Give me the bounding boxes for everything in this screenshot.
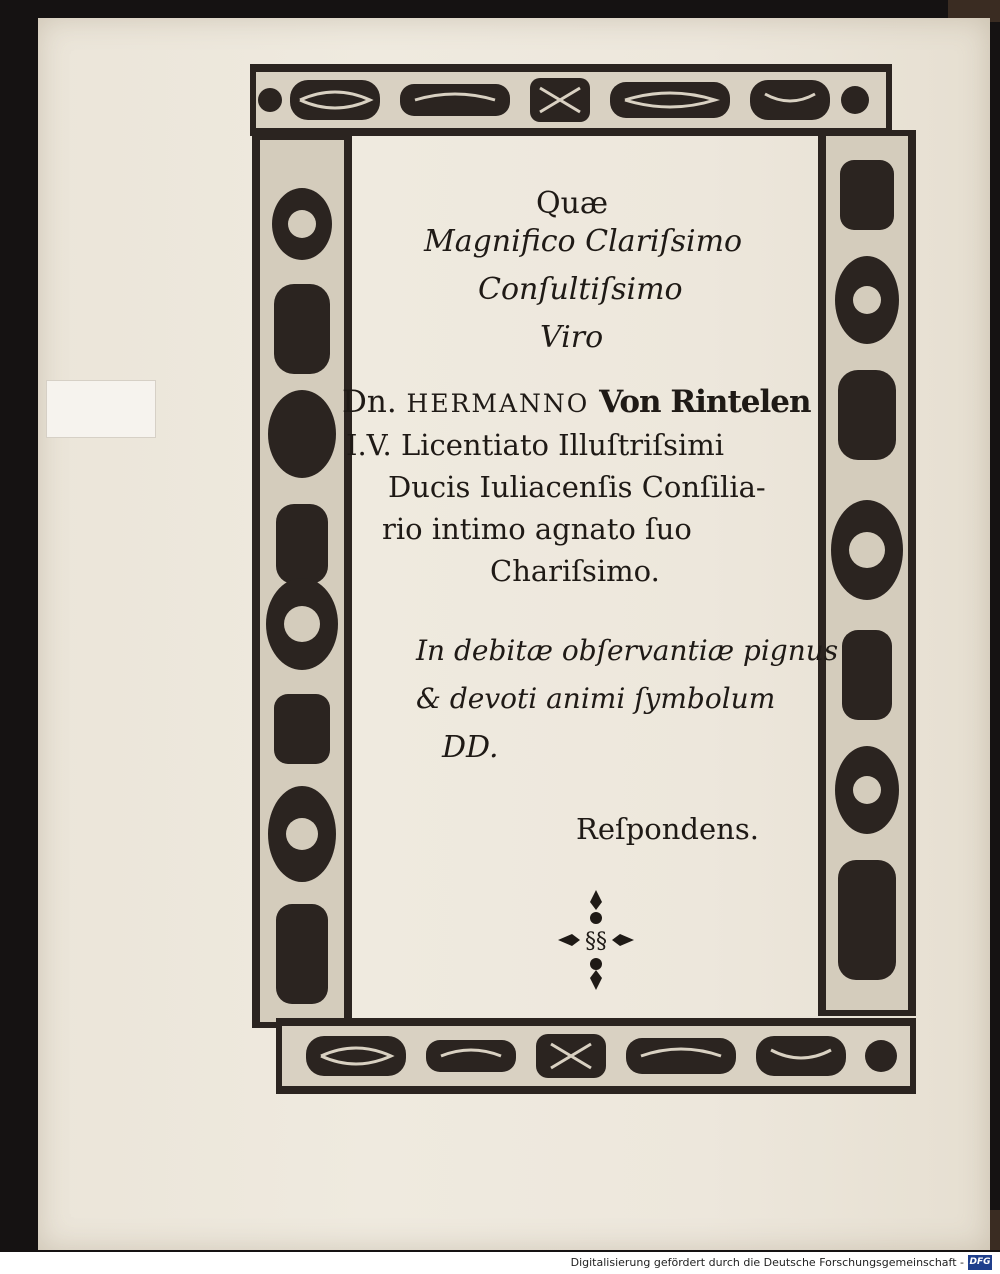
text-line-rio-intimo: rio intimo agnato ſuo xyxy=(382,512,692,546)
text-line-charissimo: Chariſsimo. xyxy=(490,554,660,588)
text-line-licentiato: I.V. Licentiato Illuſtriſsimi xyxy=(346,428,725,462)
dfg-logo-icon: DFG xyxy=(968,1255,992,1270)
fleuron-ornament-icon xyxy=(556,888,636,992)
footer-funding-text: Digitalisierung gefördert durch die Deutsche Forschungsgemeinschaft - xyxy=(570,1256,964,1269)
text-line-quae: Quæ xyxy=(536,186,609,221)
woodcut-border-bottom xyxy=(276,1018,916,1094)
woodcut-border-right xyxy=(818,130,916,1016)
text-line-magnifico: Magnifico Clariſsimo xyxy=(424,224,743,259)
woodcut-border-left xyxy=(252,134,352,1028)
text-line-consultissimo: Conſultiſsimo xyxy=(478,272,683,307)
text-line-devoti: & devoti animi ſymbolum xyxy=(416,682,776,715)
woodcut-border-top xyxy=(250,64,892,136)
text-line-in-debitae: In debitæ obſervantiæ pignus xyxy=(416,634,839,667)
footer-bar xyxy=(0,1252,1000,1274)
text-line-viro: Viro xyxy=(540,320,604,355)
text-line-dd: DD. xyxy=(442,730,499,765)
name-given: HERMANNO xyxy=(406,389,590,418)
text-line-respondens: Reſpondens. xyxy=(576,812,759,846)
text-line-name xyxy=(342,384,811,420)
svg-text:§§: §§ xyxy=(585,929,607,954)
name-surname: Von Rintelen xyxy=(599,384,811,420)
text-line-ducis: Ducis Iuliacenſis Conſilia- xyxy=(388,470,766,504)
name-prefix: Dn. xyxy=(342,384,407,420)
dedication-text-block xyxy=(342,136,839,1018)
paper-bookmark-tab xyxy=(46,380,156,438)
